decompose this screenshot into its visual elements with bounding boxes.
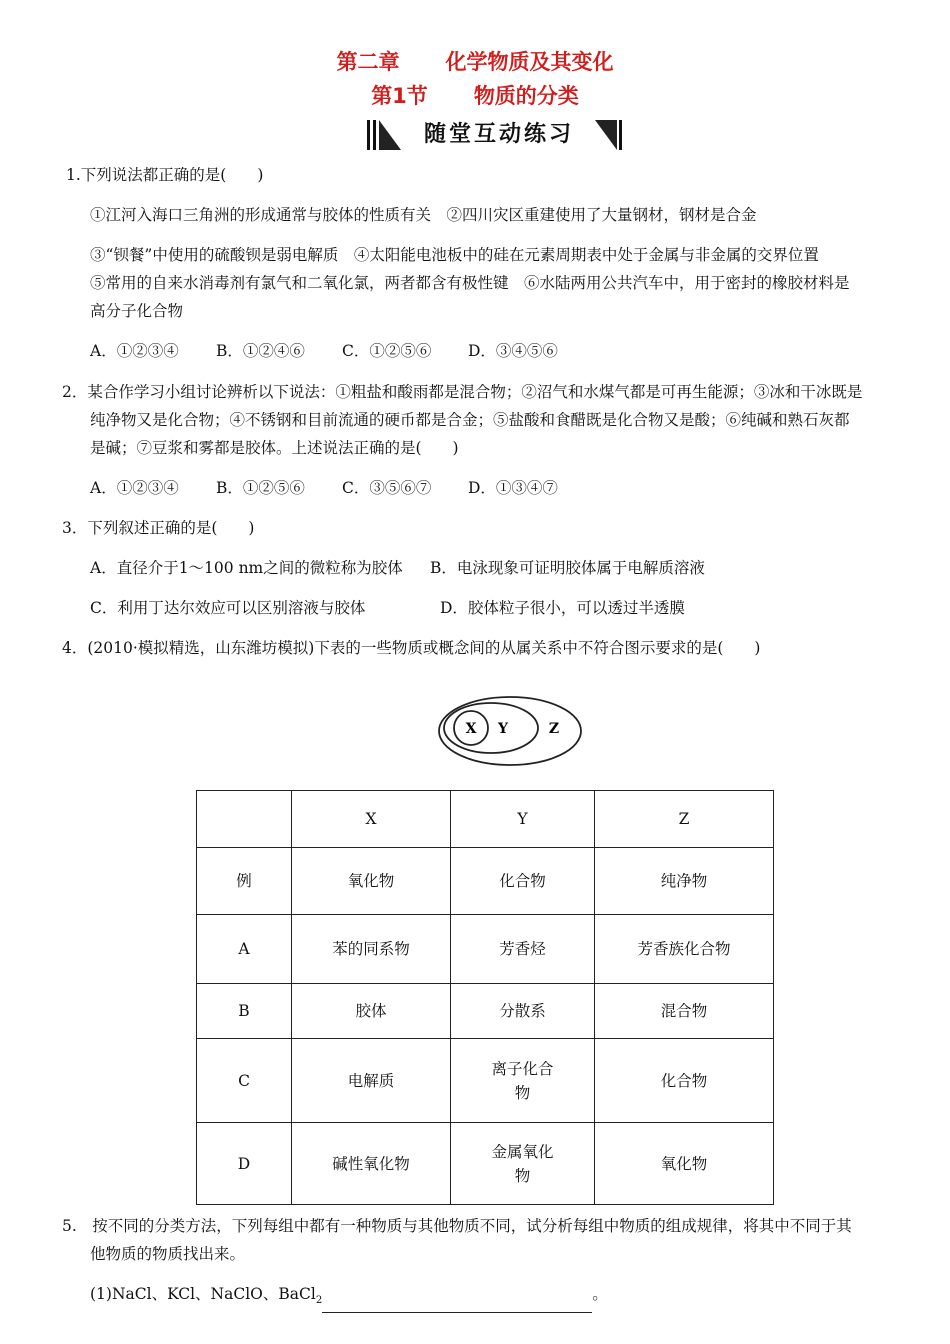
classification-table	[196, 790, 774, 1205]
table-cell: 胶体	[292, 984, 451, 1039]
table-cell: 芳香烃	[451, 915, 595, 984]
practice-banner	[367, 120, 627, 152]
table-cell[interactable]: B	[197, 984, 292, 1039]
venn-diagram	[437, 695, 587, 767]
q3-stem: 3．下列叙述正确的是( )	[62, 519, 255, 537]
table-cell: 化合物	[451, 848, 595, 915]
q2-option-d[interactable]: D．①③④⑦	[468, 479, 558, 497]
table-header-cell	[197, 791, 292, 848]
table-header-row	[197, 791, 774, 848]
table-cell	[451, 1039, 595, 1123]
q5-item-1-end: 。	[592, 1285, 608, 1303]
table-cell-text: 离子化合物	[491, 1059, 554, 1102]
table-cell: 苯的同系物	[292, 915, 451, 984]
q1-line-2: ③“钡餐”中使用的硫酸钡是弱电解质 ④太阳能电池板中的硅在元素周期表中处于金属与非金属的交界位置	[90, 246, 819, 264]
q1-line-1: ①江河入海口三角洲的形成通常与胶体的性质有关 ②四川灾区重建使用了大量钢材，钢材是合金	[90, 206, 757, 224]
q3-option-a[interactable]: A．直径介于1～100 nm之间的微粒称为胶体	[90, 559, 403, 577]
q2-line-2: 纯净物又是化合物；④不锈钢和目前流通的硬币都是合金；⑤盐酸和食醋既是化合物又是酸；⑥纯碱和熟石灰都	[90, 411, 850, 429]
chapter-name: 化学物质及其变化	[445, 50, 614, 74]
table-cell: 混合物	[595, 984, 774, 1039]
venn-middle-ellipse	[444, 703, 538, 753]
table-cell: 氧化物	[292, 848, 451, 915]
q5-item-1-subscript: 2	[315, 1295, 323, 1307]
table-cell: 纯净物	[595, 848, 774, 915]
table-header-cell: Z	[595, 791, 774, 848]
banner-left-triangle-icon	[379, 120, 401, 150]
q5-line-2: 他物质的物质找出来。	[90, 1245, 246, 1263]
table-header-cell: X	[292, 791, 451, 848]
q1-option-b[interactable]: B．①②④⑥	[216, 342, 305, 360]
table-row	[197, 1123, 774, 1205]
table-cell: 例	[197, 848, 292, 915]
q3-option-d[interactable]: D．胶体粒子很小，可以透过半透膜	[440, 599, 685, 617]
banner-left-bar-2	[373, 120, 376, 150]
q1-line-3: ⑤常用的自来水消毒剂有氯气和二氧化氯，两者都含有极性键 ⑥水陆两用公共汽车中，用于密封的橡胶材料是	[90, 274, 850, 292]
q1-stem: 1.下列说法都正确的是( )	[66, 166, 264, 184]
q1-options	[90, 339, 558, 363]
banner-right-triangle-icon	[595, 120, 617, 150]
q3-option-b[interactable]: B．电泳现象可证明胶体属于电解质溶液	[430, 559, 705, 577]
table-row	[197, 1039, 774, 1123]
table-cell[interactable]: A	[197, 915, 292, 984]
banner-text: 随堂互动练习	[423, 122, 574, 147]
venn-outer-ellipse	[439, 697, 581, 765]
q5-item-1	[90, 1282, 608, 1313]
table-row	[197, 984, 774, 1039]
table-cell: 芳香族化合物	[595, 915, 774, 984]
table-row	[197, 915, 774, 984]
venn-label-z: Z	[548, 721, 560, 737]
table-cell-text: 金属氧化物	[491, 1142, 554, 1185]
table-cell[interactable]: D	[197, 1123, 292, 1205]
banner-left-bar	[367, 120, 370, 150]
table-cell	[451, 1123, 595, 1205]
q2-option-a[interactable]: A．①②③④	[90, 479, 179, 497]
table-cell: 分散系	[451, 984, 595, 1039]
q3-option-c[interactable]: C．利用丁达尔效应可以区别溶液与胶体	[90, 599, 366, 617]
venn-label-y: Y	[498, 721, 508, 737]
q1-line-4: 高分子化合物	[90, 302, 184, 320]
q1-option-d[interactable]: D．③④⑤⑥	[468, 342, 558, 360]
table-row	[197, 848, 774, 915]
q5-line-1: 5. 按不同的分类方法，下列每组中都有一种物质与其他物质不同，试分析每组中物质的组成规律，将其中不同于其	[62, 1217, 852, 1235]
table-cell[interactable]: C	[197, 1039, 292, 1123]
q5-answer-blank[interactable]	[322, 1294, 592, 1313]
q2-option-c[interactable]: C．③⑤⑥⑦	[342, 479, 432, 497]
q2-options	[90, 476, 558, 500]
q5-item-1-text: (1)NaCl、KCl、NaClO、BaCl	[90, 1285, 316, 1303]
table-cell: 电解质	[292, 1039, 451, 1123]
q4-stem: 4．(2010·模拟精选，山东潍坊模拟)下表的一些物质或概念间的从属关系中不符合图示要求的是( )	[62, 639, 761, 657]
section-name: 物质的分类	[473, 84, 579, 108]
q2-option-b[interactable]: B．①②⑤⑥	[216, 479, 305, 497]
chapter-number: 第二章	[336, 50, 400, 74]
q2-line-3: 是碱；⑦豆浆和雾都是胶体。上述说法正确的是( )	[90, 439, 459, 457]
banner-right-bar	[619, 120, 622, 150]
chapter-title	[0, 46, 950, 76]
table-cell: 化合物	[595, 1039, 774, 1123]
table-cell: 氧化物	[595, 1123, 774, 1205]
q1-option-c[interactable]: C．①②⑤⑥	[342, 342, 432, 360]
venn-label-x: X	[465, 721, 477, 737]
q2-line-1: 2．某合作学习小组讨论辨析以下说法：①粗盐和酸雨都是混合物；②沼气和水煤气都是可再生能源；③冰和干冰既是	[62, 383, 863, 401]
table-cell: 碱性氧化物	[292, 1123, 451, 1205]
section-number: 第1节	[371, 84, 428, 108]
q1-option-a[interactable]: A．①②③④	[90, 342, 179, 360]
table-header-cell: Y	[451, 791, 595, 848]
section-title	[0, 80, 950, 110]
